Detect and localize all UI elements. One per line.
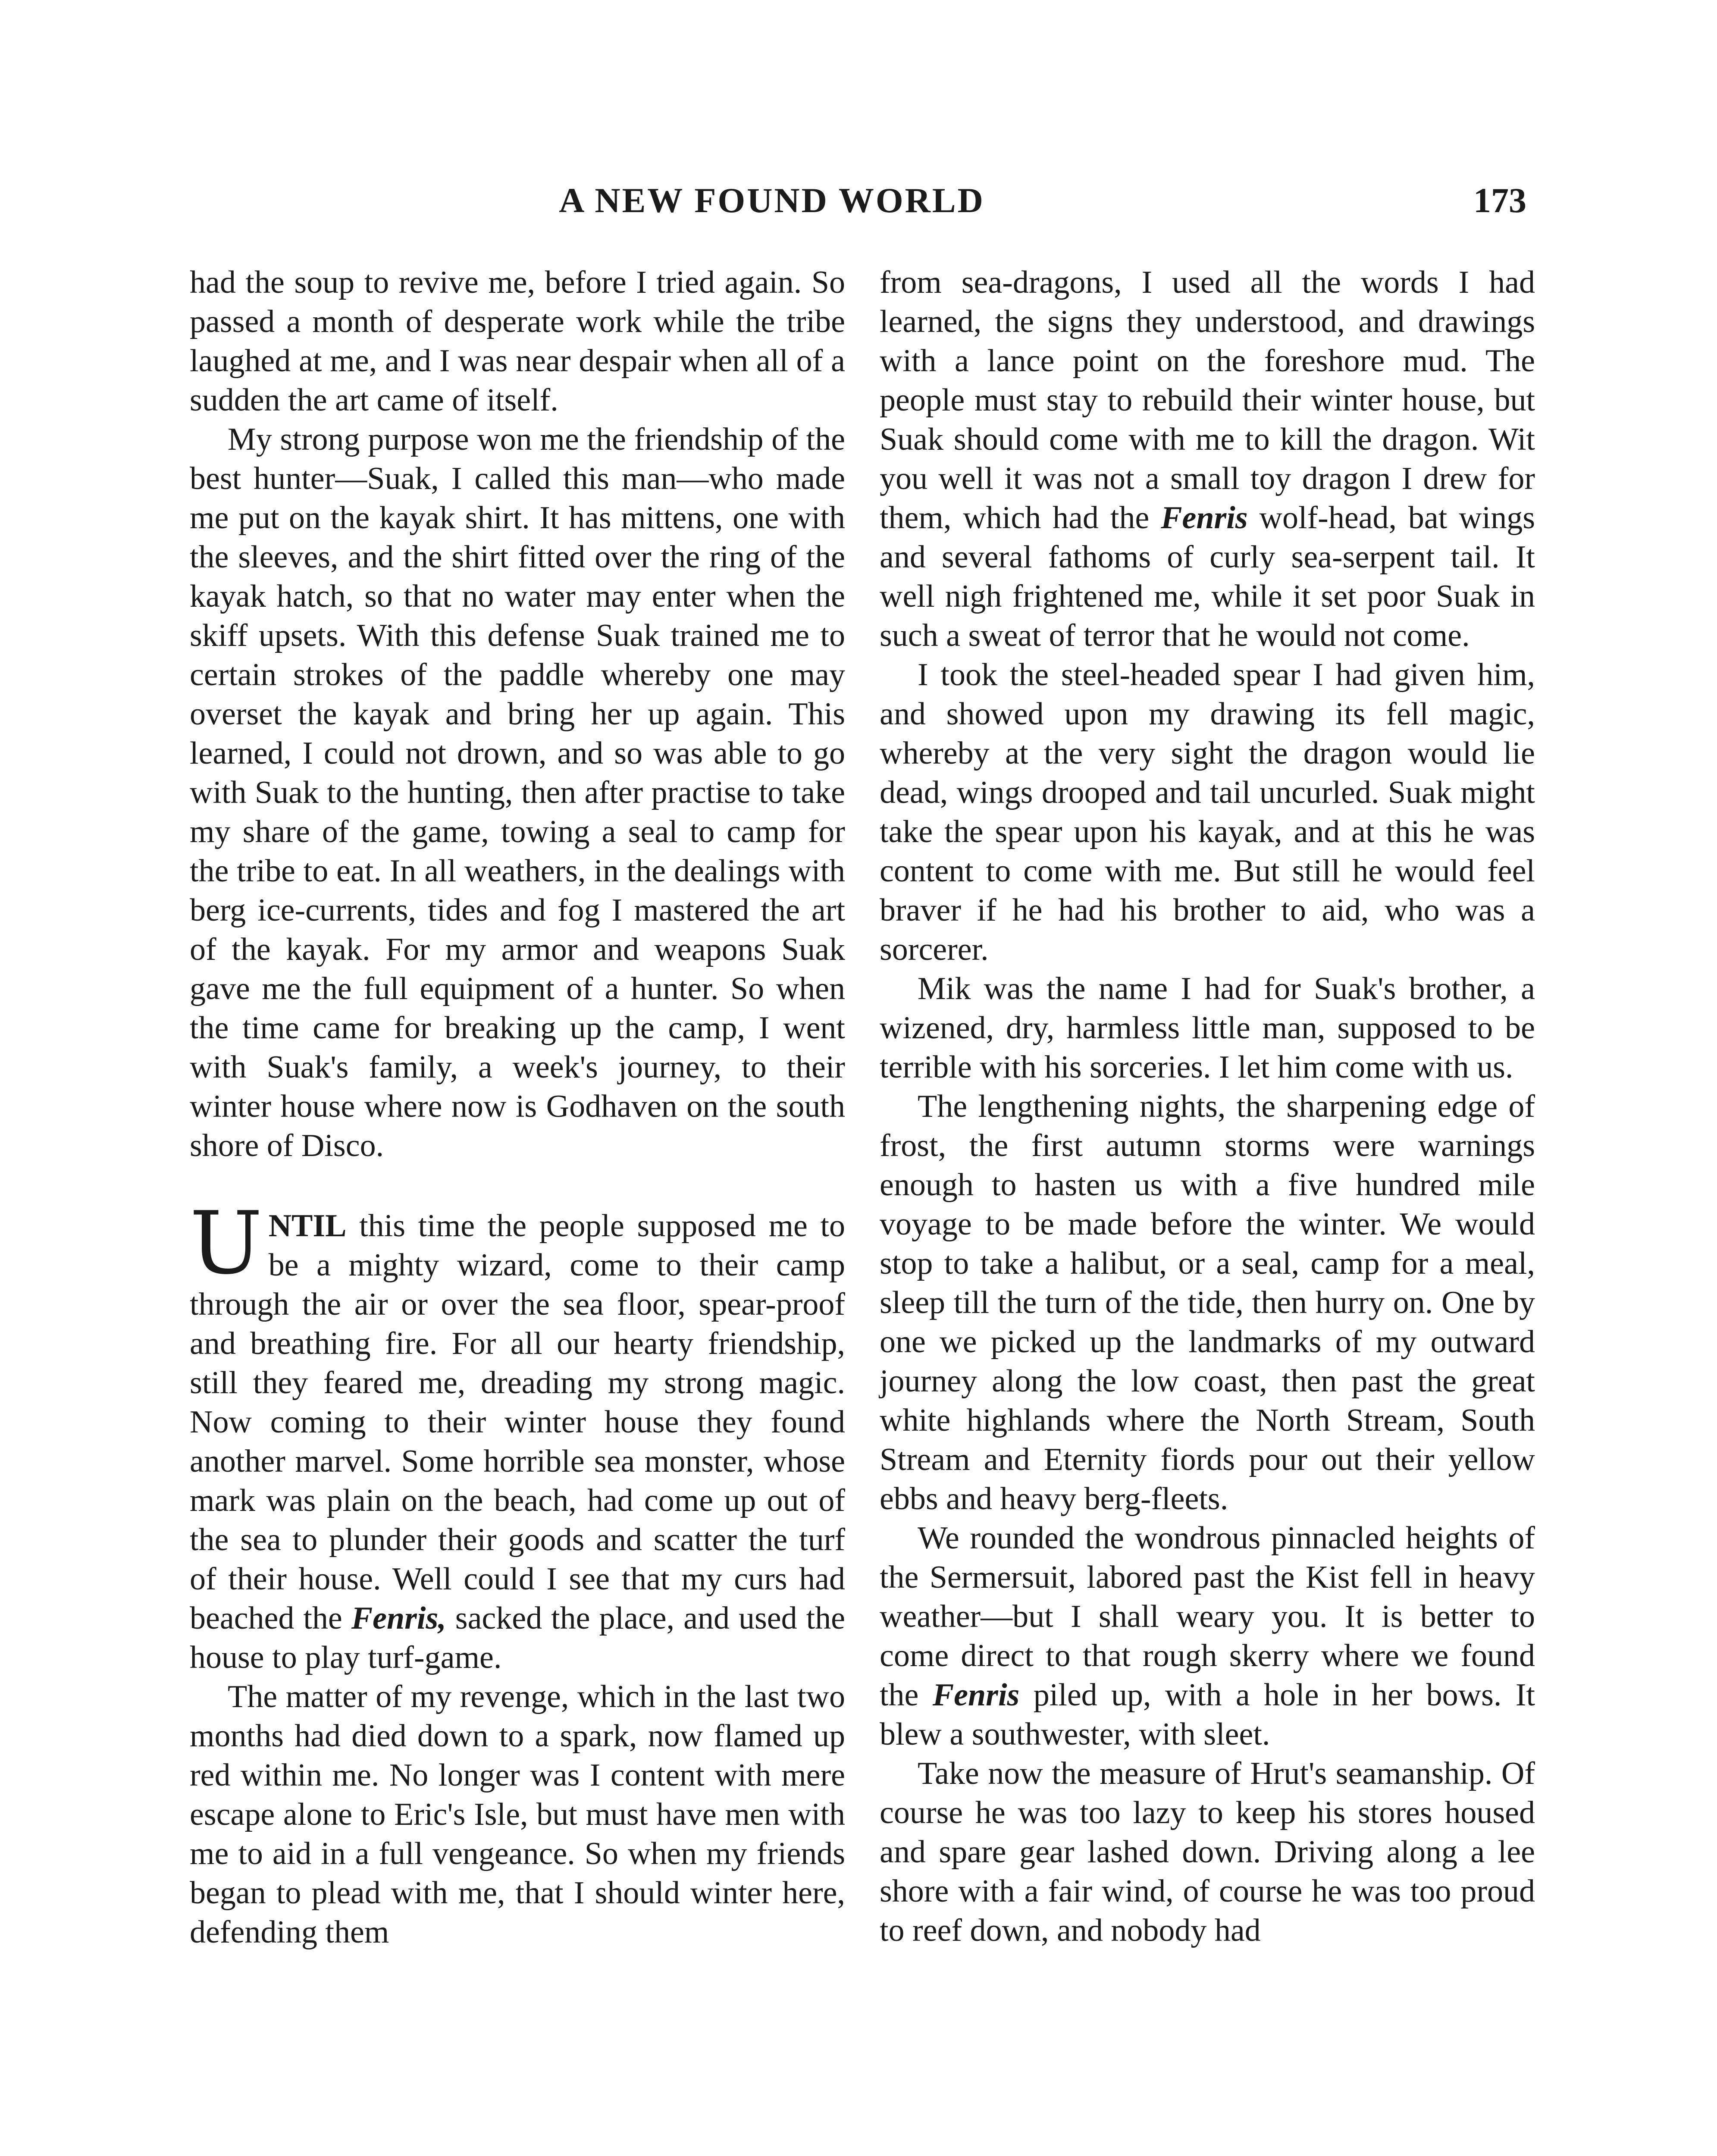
paragraph: [880, 1519, 1535, 1754]
paragraph: My strong purpose won me the friendship of the best hunter—Suak, I called this man—who made me put on the kayak shirt. It has mittens, one with the sleeves, and the shirt fitted over the ring of the kayak hatch, so that no water may enter when the skiff upsets. With this defense Suak trained me to certain strokes of the paddle whereby one may overset the kayak and bring her up again. This learned, I could not drown, and so was able to go with Suak to the hunting, then after practise to take my share of the game, towing a seal to camp for the tribe to eat. In all weathers, in the dealings with berg ice-currents, tides and fog I mastered the art of the kayak. For my armor and weapons Suak gave me the full equipment of a hunter. So when the time came for breaking up the camp, I went with Suak's family, a week's journey, to their winter house where now is Godhaven on the south shore of Disco.: [190, 422, 845, 1163]
paragraph: Take now the measure of Hrut's seamanship. Of course he was too lazy to keep his stores housed and spare gear lashed down. Driving along a lee shore with a fair wind, of course he was too proud to reef down, and nobody had: [880, 1756, 1535, 1948]
paragraph-dropcap: [190, 1193, 845, 1677]
paragraph-text: piled up, with a hole in her bows. It blew a southwester, with sleet.: [880, 1677, 1535, 1752]
paragraph-text: this time the people supposed me to be a mighty wizard, come to their camp through the air or over the sea floor, spear-proof and breathing fire. For all our hearty friendship, still they feared me, dreading my strong magic. Now coming to their winter house they found another marvel. Some horrible sea monster, whose mark was plain on the beach, had come up out of the sea to plunder their goods and scatter the turf of their house. Well could I see that my curs had beached the: [190, 1208, 845, 1636]
section-break: [190, 1166, 845, 1206]
drop-cap: U: [190, 1193, 263, 1294]
paragraph-text: sacked the place, and used the house to play turf-game.: [190, 1601, 845, 1675]
paragraph-text: We rounded the wondrous pinnacled heights of the Sermersuit, labored past the Kist fell in heavy weather—but I shall weary you. It is better to come direct to that rough skerry where we found the: [880, 1520, 1535, 1713]
running-head: [190, 175, 1526, 226]
paragraph: I took the steel-headed spear I had given him, and showed upon my drawing its fell magic, whereby at the very sight the dragon would lie dead, wings drooped and tail uncurled. Suak might take the spear upon his kayak, and at this he was content to come with me. But still he would feel braver if he had his brother to aid, who was a sorcerer.: [880, 657, 1535, 967]
paragraph-text: wolf-head, bat wings and several fathoms of curly sea-serpent tail. It well nigh frightened me, while it set poor Suak in such a sweat of terror that he would not come.: [880, 500, 1535, 653]
paragraph: The matter of my revenge, which in the last two months had died down to a spark, now flamed up red within me. No longer was I content with mere escape alone to Eric's Isle, but must have men with me to aid in a full vengeance. So when my friends began to plead with me, that I should winter here, defending them: [190, 1679, 845, 1950]
paragraph: had the soup to revive me, before I tried again. So passed a month of desperate work while the tribe laughed at me, and I was near despair when all of a sudden the art came of itself.: [190, 265, 845, 418]
paragraph: [880, 263, 1535, 655]
ship-name: Fenris: [932, 1677, 1020, 1713]
page-number: 173: [1473, 181, 1526, 220]
paragraph: Mik was the name I had for Suak's brother, a wizened, dry, harmless little man, supposed to be terrible with his sorceries. I let him come with us.: [880, 971, 1535, 1085]
small-caps-lead: NTIL: [268, 1208, 347, 1244]
ship-name: Fenris,: [351, 1601, 446, 1636]
left-column: [190, 263, 845, 1952]
paragraph: The lengthening nights, the sharpening edge of frost, the first autumn storms were warnings enough to hasten us with a five hundred mile voyage to be made before the winter. We would stop to take a halibut, or a seal, camp for a meal, sleep till the turn of the tide, then hurry on. One by one we picked up the landmarks of my outward journey along the low coast, then past the great white highlands where the North Stream, South Stream and Eternity fiords pour out their yellow ebbs and heavy berg-fleets.: [880, 1089, 1535, 1517]
paragraph-text: from sea-dragons, I used all the words I had learned, the signs they understood, and drawings with a lance point on the foreshore mud. The people must stay to rebuild their winter house, but Suak should come with me to kill the dragon. Wit you well it was not a small toy dragon I drew for them, which had the: [880, 265, 1535, 536]
running-title: A NEW FOUND WORLD: [559, 181, 985, 220]
right-column: [880, 263, 1535, 1950]
ship-name: Fenris: [1161, 500, 1248, 536]
